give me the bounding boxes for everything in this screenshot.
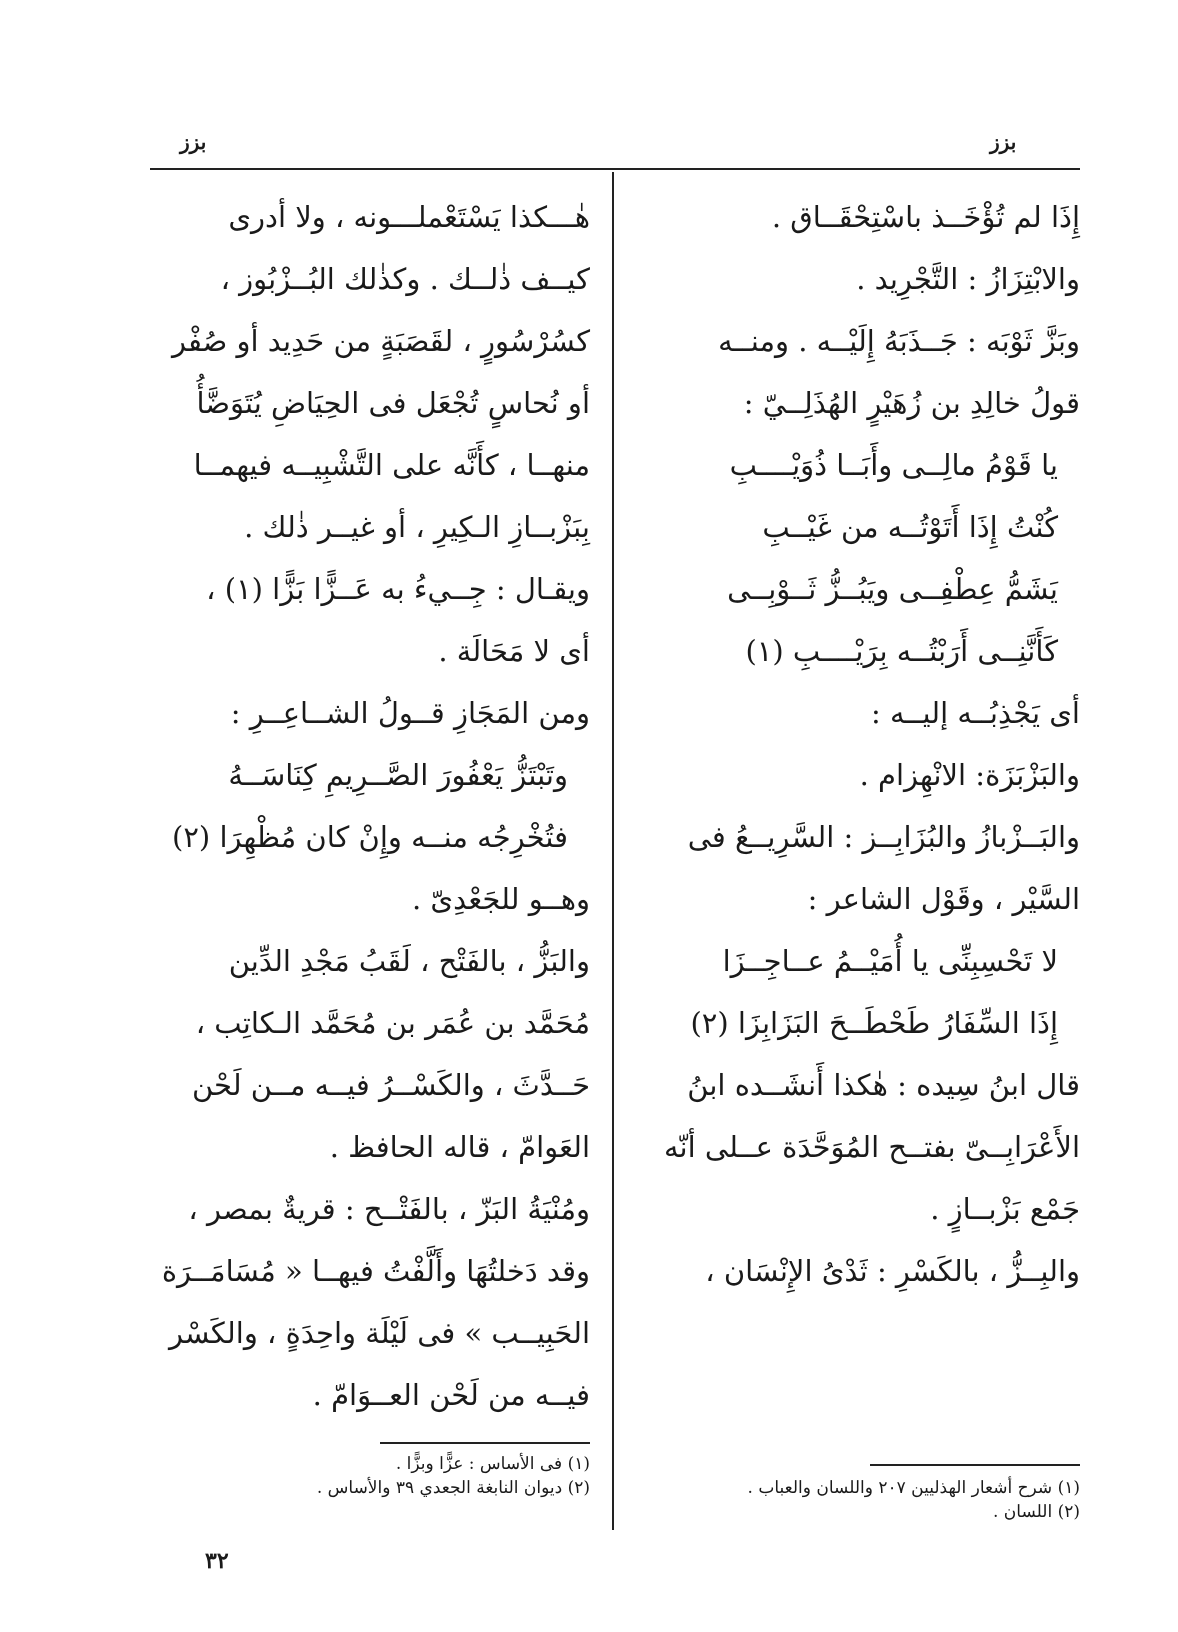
text-line: والبَزْبَزَة: الانْهِزام . — [859, 758, 1080, 792]
text-line: العَوامّ ، قاله الحافظ . — [329, 1130, 590, 1164]
text-line: مُحَمَّد بن عُمَر بن مُحَمَّد الـكاتِب ، — [195, 1006, 590, 1040]
text-line: إِذَا لم تُؤْخَــذ باسْتِحْقَــاق . — [771, 200, 1080, 234]
text-line: وبَزَّ ثَوْبَه : جَــذَبَهُ إِلَيْــه . ومنــه — [718, 324, 1080, 358]
text-line: منهــا ، كأَنَّه على التَّشْبِيــه فيهمــا — [193, 448, 590, 482]
text-line: والبَزُّ ، بالفَتْح ، لَقَبُ مَجْدِ الدِّين — [228, 944, 590, 978]
verse-line: يَشَمُّ عِطْفِــى ويَبُــزُّ ثَــوْبِــى — [727, 572, 1058, 606]
verse-line: كُنْتُ إِذَا أَتَوْتُــه من غَيْــبِ — [762, 510, 1058, 544]
column-divider — [612, 172, 614, 1530]
footnote: (١) فى الأساس : عزًّا وبزًّا . — [395, 1454, 590, 1474]
page-number: ٣٢ — [205, 1548, 229, 1574]
text-line: أو نُحاسٍ تُجْعَل فى الحِيَاضِ يُتَوَضَّأُ — [196, 386, 590, 420]
verse-line: وتَبْتَزُّ يَعْفُورَ الصَّــرِيمِ كِنَاسَــهُ — [228, 758, 568, 792]
right-column — [640, 186, 1080, 1302]
footnotes-left — [150, 1452, 590, 1500]
text-line: الحَبِيــب » فى لَيْلَة واحِدَةٍ ، والكَسْر — [169, 1316, 590, 1350]
text-line: ومُنْيَةُ البَزّ ، بالفَتْــح : قريةٌ بمصر ، — [188, 1192, 590, 1226]
text-line: والبَــزْبازُ والبُزَابِــز : السَّرِيــعُ فى — [687, 820, 1080, 854]
text-line: ومن المَجَازِ قــولُ الشــاعِــرِ : — [230, 696, 590, 730]
header-rule — [150, 168, 1080, 170]
text-line: السَّيْر ، وقَوْل الشاعر : — [807, 882, 1080, 916]
footnote: (١) شرح أشعار الهذليين ٢٠٧ واللسان والعباب . — [747, 1478, 1080, 1498]
verse-line: فتُخْرِجُه منــه وإِنْ كان مُظْهِرَا (٢) — [172, 820, 568, 854]
text-line: وقد دَخلتُهَا وأَلَّفْتُ فيهــا « مُسَامَــرَة — [161, 1254, 590, 1288]
text-line: أى يَجْذِبُــه إليــه : — [871, 696, 1080, 730]
running-head-left: بزز — [180, 130, 207, 154]
text-line: وهــو للجَعْدِىّ . — [412, 882, 590, 916]
text-line: حَــدَّثَ ، والكَسْــرُ فيــه مــن لَحْن — [191, 1068, 590, 1102]
footnote-rule-right — [870, 1464, 1080, 1466]
text-line: قال ابنُ سِيده : هٰكذا أَنشَــده ابنُ — [687, 1068, 1080, 1102]
verse-line: كَأَنَّنِــى أَرَبْتُــه بِرَيْــــبِ (١) — [745, 634, 1058, 668]
text-line: قولُ خالِدِ بن زُهَيْرٍ الهُذَلِــيّ : — [743, 386, 1080, 420]
footnote-rule-left — [380, 1442, 590, 1444]
footnote: (٢) اللسان . — [993, 1502, 1080, 1522]
text-line: كيــف ذٰلــك . وكذٰلك البُــزْبُوز ، — [220, 262, 590, 296]
footnote: (٢) ديوان النابغة الجعدي ٣٩ والأساس . — [316, 1478, 590, 1498]
text-line: ويقـال : جِــيءُ به عَــزًّا بَزًّا (١) ، — [206, 572, 590, 606]
left-column — [150, 186, 590, 1426]
text-line: والابْتِزَازُ : التَّجْرِيد . — [856, 262, 1080, 296]
text-line: هٰـــكذا يَسْتَعْملـــونه ، ولا أدرى — [228, 200, 590, 234]
footnotes-right — [640, 1476, 1080, 1524]
text-line: أى لا مَحَالَة . — [438, 634, 590, 668]
text-line: بِبَزْبــازِ الـكِيرِ ، أو غيــر ذٰلك . — [244, 510, 590, 544]
running-head-right: بزز — [990, 130, 1017, 154]
verse-line: يا قَوْمُ مالِــى وأَبَــا ذُوَيْــــبِ — [729, 448, 1058, 482]
text-line: كسُرْسُورٍ ، لقَصَبَةٍ من حَدِيد أو صُفْر — [172, 324, 590, 358]
verse-line: لا تَحْسِبِنِّى يا أُمَيْــمُ عــاجِــزَا — [722, 944, 1058, 978]
text-line: الأَعْرَابِــىّ بفتــح المُوَحَّدَة عــلى أنّه — [664, 1130, 1080, 1164]
text-line: والبِــزُّ ، بالكَسْرِ : ثَدْىُ الإِنْسَان ، — [705, 1254, 1080, 1288]
text-line: جَمْع بَزْبــازٍ . — [930, 1192, 1080, 1226]
text-line: فيــه من لَحْن العــوَامّ . — [312, 1378, 590, 1412]
verse-line: إِذَا السِّفَارُ طَحْطَــحَ البَزَابِزَا (٢) — [690, 1006, 1058, 1040]
